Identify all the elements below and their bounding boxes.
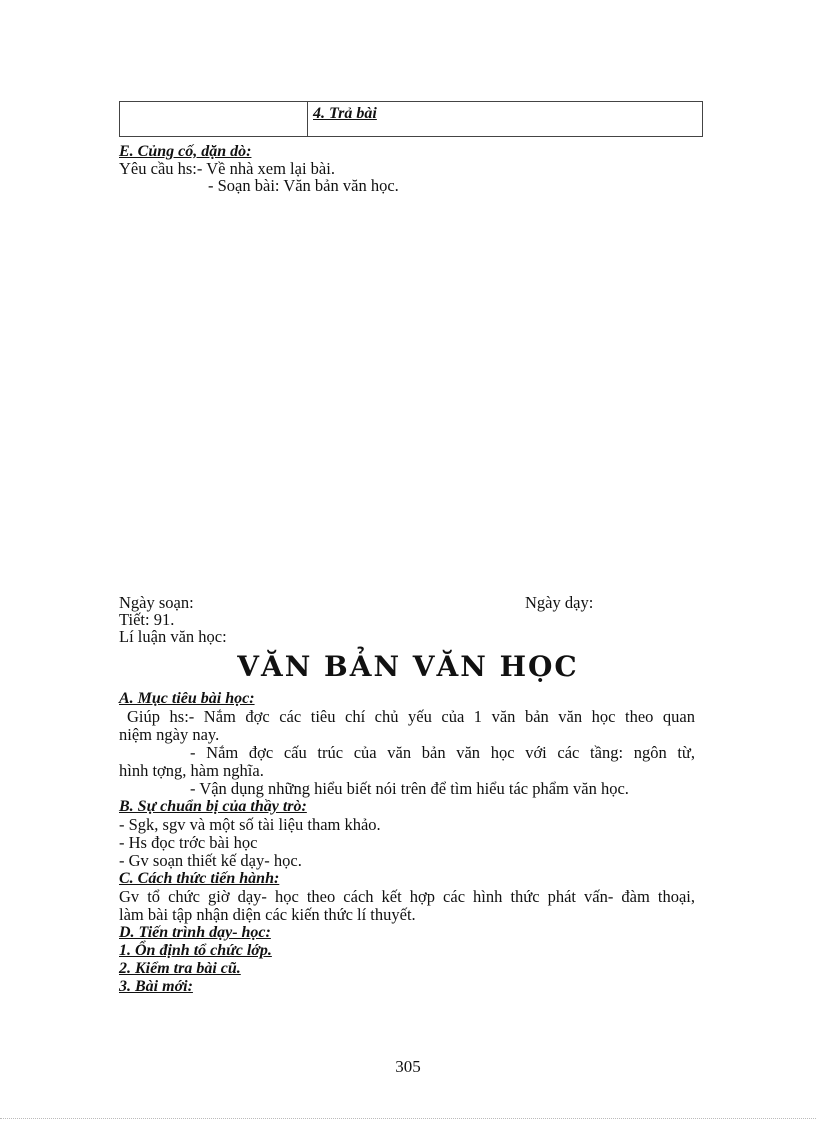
section-a-heading: A. Mục tiêu bài học: [119,690,255,707]
section-b-line2: - Hs đọc trớc bài học [119,833,258,852]
section-b-line1: - Sgk, sgv và một số tài liệu tham khảo. [119,815,381,834]
section-e-heading: E. Củng cố, dặn dò: [119,143,252,160]
section-e-line2: - Soạn bài: Văn bản văn học. [208,176,399,195]
section-c-line2: làm bài tập nhận diện các kiến thức lí thuyết. [119,905,416,924]
section-d-heading: D. Tiến trình dạy- học: [119,924,271,941]
table-divider [307,102,308,136]
section-c-line1: Gv tổ chức giờ dạy- học theo cách kết hợp các hình thức phát vấn- đàm thoại, [119,887,695,906]
section-e-line1: Yêu cầu hs:- Về nhà xem lại bài. [119,159,335,178]
section-d-item2: 2. Kiểm tra bài cũ. [119,960,241,977]
section-a-line3: - Nắm đợc cấu trúc của văn bản văn học với các tầng: ngôn từ, [190,743,695,762]
subject-label: Lí luận văn học: [119,627,227,646]
bottom-dotted-rule [0,1118,816,1119]
ngay-soan-label: Ngày soạn: [119,593,194,612]
section-d-item3: 3. Bài mới: [119,978,193,995]
section-b-line3: - Gv soạn thiết kế dạy- học. [119,851,302,870]
ngay-day-label: Ngày dạy: [525,593,594,612]
section-b-heading: B. Sự chuẩn bị của thầy trò: [119,798,307,815]
tiet-label: Tiết: 91. [119,610,175,629]
table-cell-return-lesson: 4. Trả bài [313,105,377,122]
page-number: 305 [395,1057,421,1076]
top-table [119,101,703,137]
section-a-line1: Giúp hs:- Nắm đợc các tiêu chí chủ yếu của 1 văn bản văn học theo quan [127,707,695,726]
section-a-line2: niệm ngày nay. [119,725,220,744]
document-title: VĂN BẢN VĂN HỌC [237,650,579,683]
section-c-heading: C. Cách thức tiến hành: [119,870,280,887]
section-a-line5: - Vận dụng những hiểu biết nói trên để tìm hiểu tác phẩm văn học. [190,779,629,798]
section-d-item1: 1. Ổn định tổ chức lớp. [119,942,272,959]
section-a-line4: hình tợng, hàm nghĩa. [119,761,264,780]
